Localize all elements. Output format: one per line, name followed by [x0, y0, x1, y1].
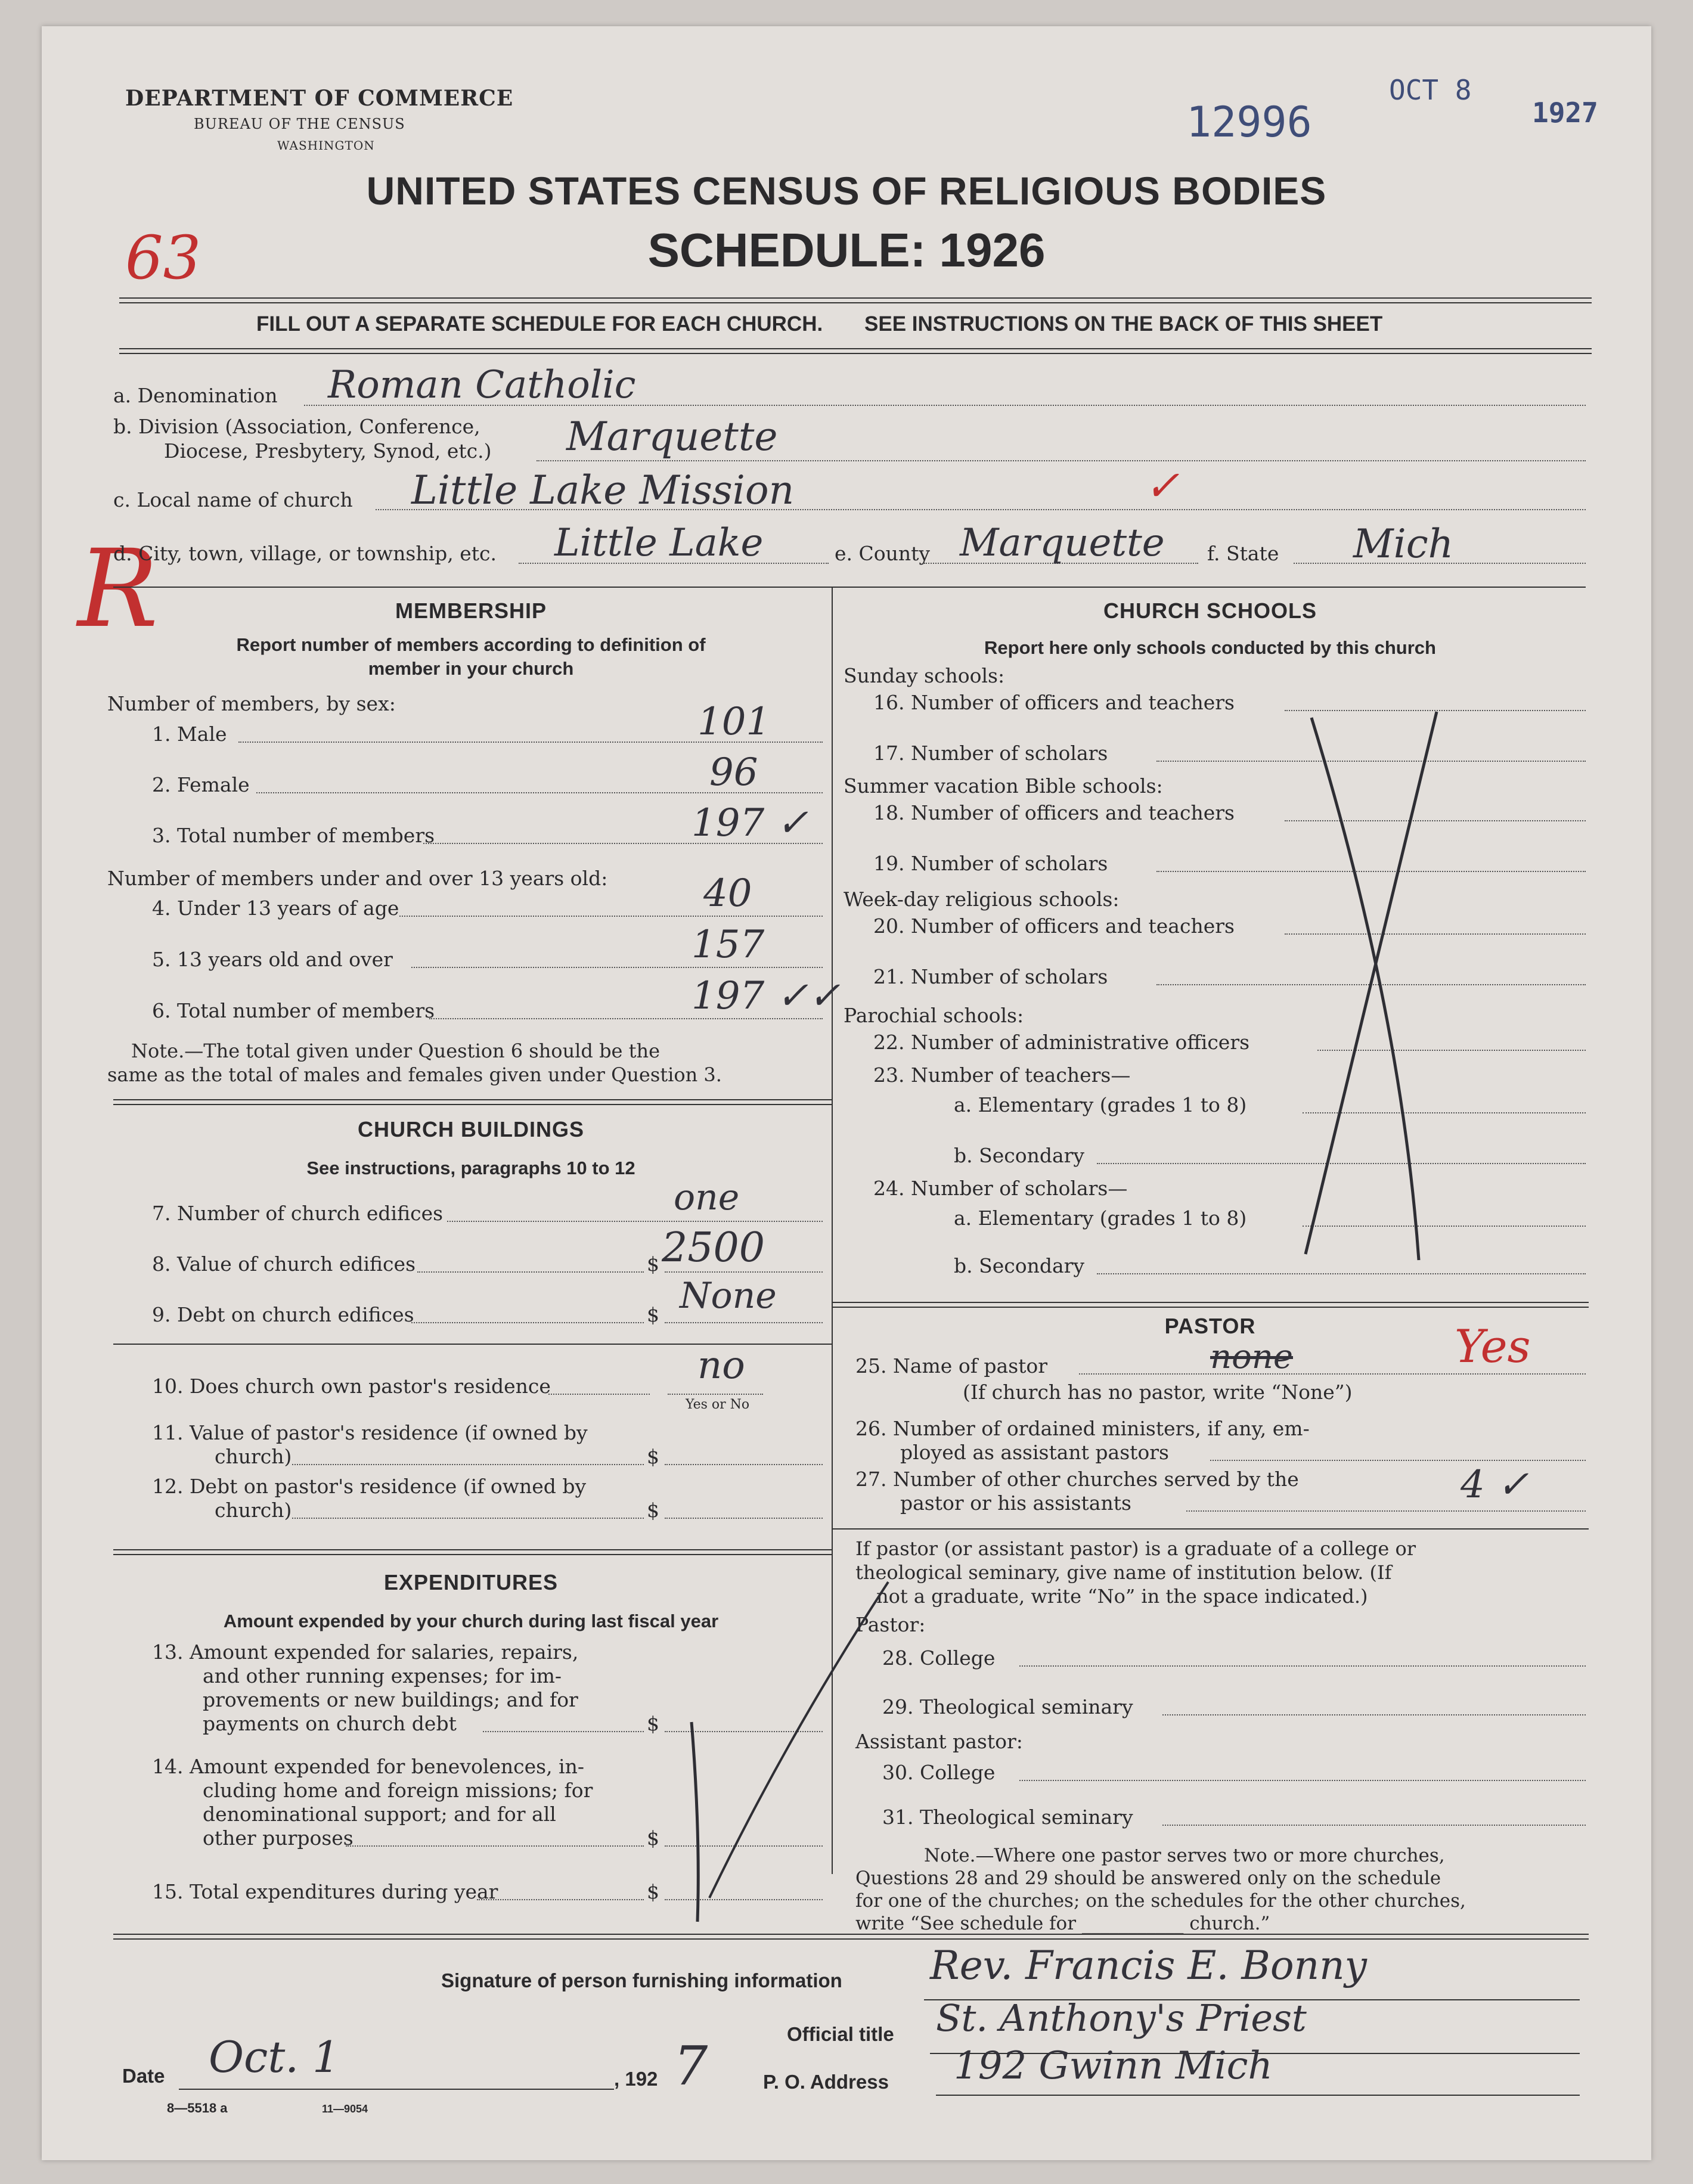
q21-label: 21. Number of scholars	[873, 965, 1108, 988]
date-value: Oct. 1	[209, 2032, 340, 2082]
q8-dollar: $	[647, 1252, 659, 1276]
q17-label: 17. Number of scholars	[873, 742, 1108, 765]
state-label: f. State	[1207, 542, 1279, 565]
q9-value: None	[680, 1275, 777, 1317]
graduate-note-2: theological seminary, give name of institution below. (If	[855, 1561, 1392, 1584]
po-address-label: P. O. Address	[763, 2071, 889, 2093]
age-heading: Number of members under and over 13 years old:	[107, 867, 608, 890]
q18-label: 18. Number of officers and teachers	[873, 801, 1235, 824]
q15-label: 15. Total expenditures during year	[152, 1880, 498, 1903]
q13-label-3: provements or new buildings; and for	[203, 1688, 578, 1711]
q26-label-2: ployed as assistant pastors	[900, 1441, 1169, 1464]
q12-label-2: church)	[215, 1499, 292, 1522]
q8-label: 8. Value of church edifices	[152, 1252, 416, 1276]
q14-label: 14. Amount expended for benevolences, in-	[152, 1755, 585, 1778]
schools-title: CHURCH SCHOOLS	[1103, 598, 1317, 623]
q9-label: 9. Debt on church edifices	[152, 1303, 414, 1326]
q14-dollar: $	[647, 1826, 659, 1850]
vacation-heading: Summer vacation Bible schools:	[844, 774, 1163, 798]
expenditures-sub: Amount expended by your church during last fiscal year	[223, 1611, 719, 1631]
schedule-title: SCHEDULE: 1926	[647, 224, 1046, 277]
q20-label: 20. Number of officers and teachers	[873, 914, 1235, 938]
q24a-label: a. Elementary (grades 1 to 8)	[954, 1206, 1247, 1230]
official-title-value: St. Anthony's Priest	[936, 1996, 1307, 2040]
q11-dollar: $	[647, 1445, 659, 1468]
q12-label: 12. Debt on pastor's residence (if owned by	[152, 1475, 587, 1498]
stamp-year: 1927	[1532, 97, 1598, 129]
city-label: d. City, town, village, or township, etc.	[113, 542, 497, 565]
q14-label-2: cluding home and foreign missions; for	[203, 1779, 593, 1802]
q10-label: 10. Does church own pastor's residence	[152, 1375, 551, 1398]
graduate-note-3: not a graduate, write “No” in the space indicated.)	[876, 1585, 1368, 1608]
q2-label: 2. Female	[152, 773, 250, 796]
form-number: 8—5518 a	[167, 2101, 228, 2115]
membership-sub-2: member in your church	[368, 658, 574, 679]
schools-sub: Report here only schools conducted by this church	[984, 637, 1436, 658]
division-label-2: Diocese, Presbytery, Synod, etc.)	[164, 439, 492, 463]
local-name-value: Little Lake Mission	[411, 467, 795, 513]
q30-label: 30. College	[882, 1761, 996, 1784]
official-title-label: Official title	[787, 2023, 894, 2045]
membership-note-1: Note.—The total given under Question 6 should be the	[131, 1040, 661, 1062]
buildings-title: CHURCH BUILDINGS	[358, 1117, 584, 1141]
q25-note: (If church has no pastor, write “None”)	[963, 1380, 1353, 1404]
q13-label-2: and other running expenses; for im-	[203, 1664, 562, 1687]
q14-label-4: other purposes	[203, 1826, 354, 1850]
q27-label-2: pastor or his assistants	[900, 1491, 1131, 1515]
pastor-note-1: Note.—Where one pastor serves two or more churches,	[924, 1845, 1445, 1866]
parochial-heading: Parochial schools:	[844, 1004, 1024, 1027]
red-mark-r: R	[77, 527, 159, 652]
q23b-label: b. Secondary	[954, 1144, 1085, 1167]
yes-no-hint: Yes or No	[686, 1397, 750, 1412]
form-title: UNITED STATES CENSUS OF RELIGIOUS BODIES	[366, 169, 1327, 213]
weekday-heading: Week-day religious schools:	[844, 888, 1120, 911]
q4-label: 4. Under 13 years of age	[152, 896, 399, 920]
q11-label: 11. Value of pastor's residence (if owned by	[152, 1421, 588, 1444]
q14-label-3: denominational support; and for all	[203, 1803, 556, 1826]
stamp-number: 12996	[1186, 98, 1312, 147]
q3-label: 3. Total number of members	[152, 824, 435, 847]
signature-value: Rev. Francis E. Bonny	[930, 1943, 1367, 1988]
q2-value: 96	[709, 750, 758, 795]
q25-label: 25. Name of pastor	[855, 1354, 1048, 1378]
q11-label-2: church)	[215, 1445, 292, 1468]
q13-dollar: $	[647, 1712, 659, 1735]
pastor-note-4: write “See schedule for ___________ church.”	[855, 1913, 1270, 1934]
sunday-heading: Sunday schools:	[844, 664, 1005, 687]
q25-value: none	[1210, 1338, 1293, 1376]
division-value: Marquette	[566, 414, 778, 460]
q13-label: 13. Amount expended for salaries, repairs,	[152, 1640, 579, 1664]
graduate-note-1: If pastor (or assistant pastor) is a graduate of a college or	[855, 1537, 1416, 1560]
q19-label: 19. Number of scholars	[873, 852, 1108, 875]
q16-label: 16. Number of officers and teachers	[873, 691, 1235, 714]
q4-value: 40	[703, 871, 752, 916]
q10-value: no	[697, 1344, 745, 1388]
denomination-value: Roman Catholic	[328, 363, 636, 407]
q22-label: 22. Number of administrative officers	[873, 1031, 1250, 1054]
q7-value: one	[674, 1177, 740, 1218]
po-address-value: 192 Gwinn Mich	[954, 2044, 1273, 2088]
census-schedule-sheet	[42, 26, 1651, 2160]
fillout-instruction-left: FILL OUT A SEPARATE SCHEDULE FOR EACH CHURCH.	[256, 312, 823, 336]
q24-label: 24. Number of scholars—	[873, 1177, 1128, 1200]
q15-dollar: $	[647, 1880, 659, 1903]
q27-label: 27. Number of other churches served by the	[855, 1468, 1299, 1491]
q28-label: 28. College	[882, 1646, 996, 1670]
q24b-label: b. Secondary	[954, 1254, 1085, 1277]
city-value: Little Lake	[554, 521, 764, 565]
year-digit: 7	[674, 2035, 708, 2098]
q5-label: 5. 13 years old and over	[152, 948, 393, 971]
bureau-name: BUREAU OF THE CENSUS	[194, 116, 405, 132]
membership-title: MEMBERSHIP	[395, 598, 547, 623]
state-value: Mich	[1353, 521, 1454, 567]
local-name-label: c. Local name of church	[113, 488, 353, 511]
q5-value: 157	[692, 923, 765, 967]
membership-note-2: same as the total of males and females given under Question 3.	[107, 1063, 722, 1086]
pastor-note-3: for one of the churches; on the schedules for the other churches,	[855, 1890, 1466, 1912]
print-number: 11—9054	[322, 2103, 368, 2115]
q23a-label: a. Elementary (grades 1 to 8)	[954, 1093, 1247, 1116]
assistant-heading: Assistant pastor:	[855, 1730, 1023, 1753]
department-name: DEPARTMENT OF COMMERCE	[125, 86, 514, 111]
red-mark-yes: Yes	[1455, 1320, 1531, 1373]
q13-label-4: payments on church debt	[203, 1712, 457, 1735]
q8-value: 2500	[662, 1224, 765, 1271]
city-name: WASHINGTON	[277, 138, 375, 153]
county-label: e. County	[835, 542, 931, 565]
buildings-sub: See instructions, paragraphs 10 to 12	[306, 1158, 635, 1178]
fillout-instruction-right: SEE INSTRUCTIONS ON THE BACK OF THIS SHEET	[864, 312, 1383, 336]
membership-sub-1: Report number of members according to definition of	[236, 634, 706, 655]
q1-value: 101	[697, 700, 771, 744]
q27-value: 4 ✓	[1461, 1463, 1529, 1507]
stamp-date: OCT 8	[1389, 74, 1472, 106]
red-check-local-name: ✓	[1145, 461, 1180, 510]
red-mark-63: 63	[125, 223, 201, 293]
pastor-note-2: Questions 28 and 29 should be answered only on the schedule	[855, 1867, 1441, 1889]
county-value: Marquette	[960, 521, 1165, 565]
signature-label: Signature of person furnishing information	[441, 1969, 842, 1991]
q6-label: 6. Total number of members	[152, 999, 435, 1022]
date-label: Date	[122, 2065, 165, 2087]
q9-dollar: $	[647, 1303, 659, 1326]
q31-label: 31. Theological seminary	[882, 1805, 1133, 1829]
q7-label: 7. Number of church edifices	[152, 1202, 444, 1225]
by-sex-label: Number of members, by sex:	[107, 692, 396, 715]
expenditures-title: EXPENDITURES	[383, 1570, 559, 1594]
pastor-title: PASTOR	[1164, 1314, 1256, 1338]
q12-dollar: $	[647, 1499, 659, 1522]
q1-label: 1. Male	[152, 722, 227, 746]
q3-value: 197 ✓	[692, 801, 809, 845]
pencil-strike-marks	[42, 26, 1651, 2160]
q23-label: 23. Number of teachers—	[873, 1063, 1131, 1087]
q29-label: 29. Theological seminary	[882, 1695, 1133, 1718]
division-label: b. Division (Association, Conference,	[113, 415, 480, 438]
q6-value: 197 ✓✓	[692, 974, 841, 1018]
denomination-label: a. Denomination	[113, 384, 278, 407]
year-prefix: , 192	[614, 2068, 658, 2090]
pastor-heading: Pastor:	[855, 1613, 926, 1636]
q26-label: 26. Number of ordained ministers, if any, em-	[855, 1417, 1310, 1440]
